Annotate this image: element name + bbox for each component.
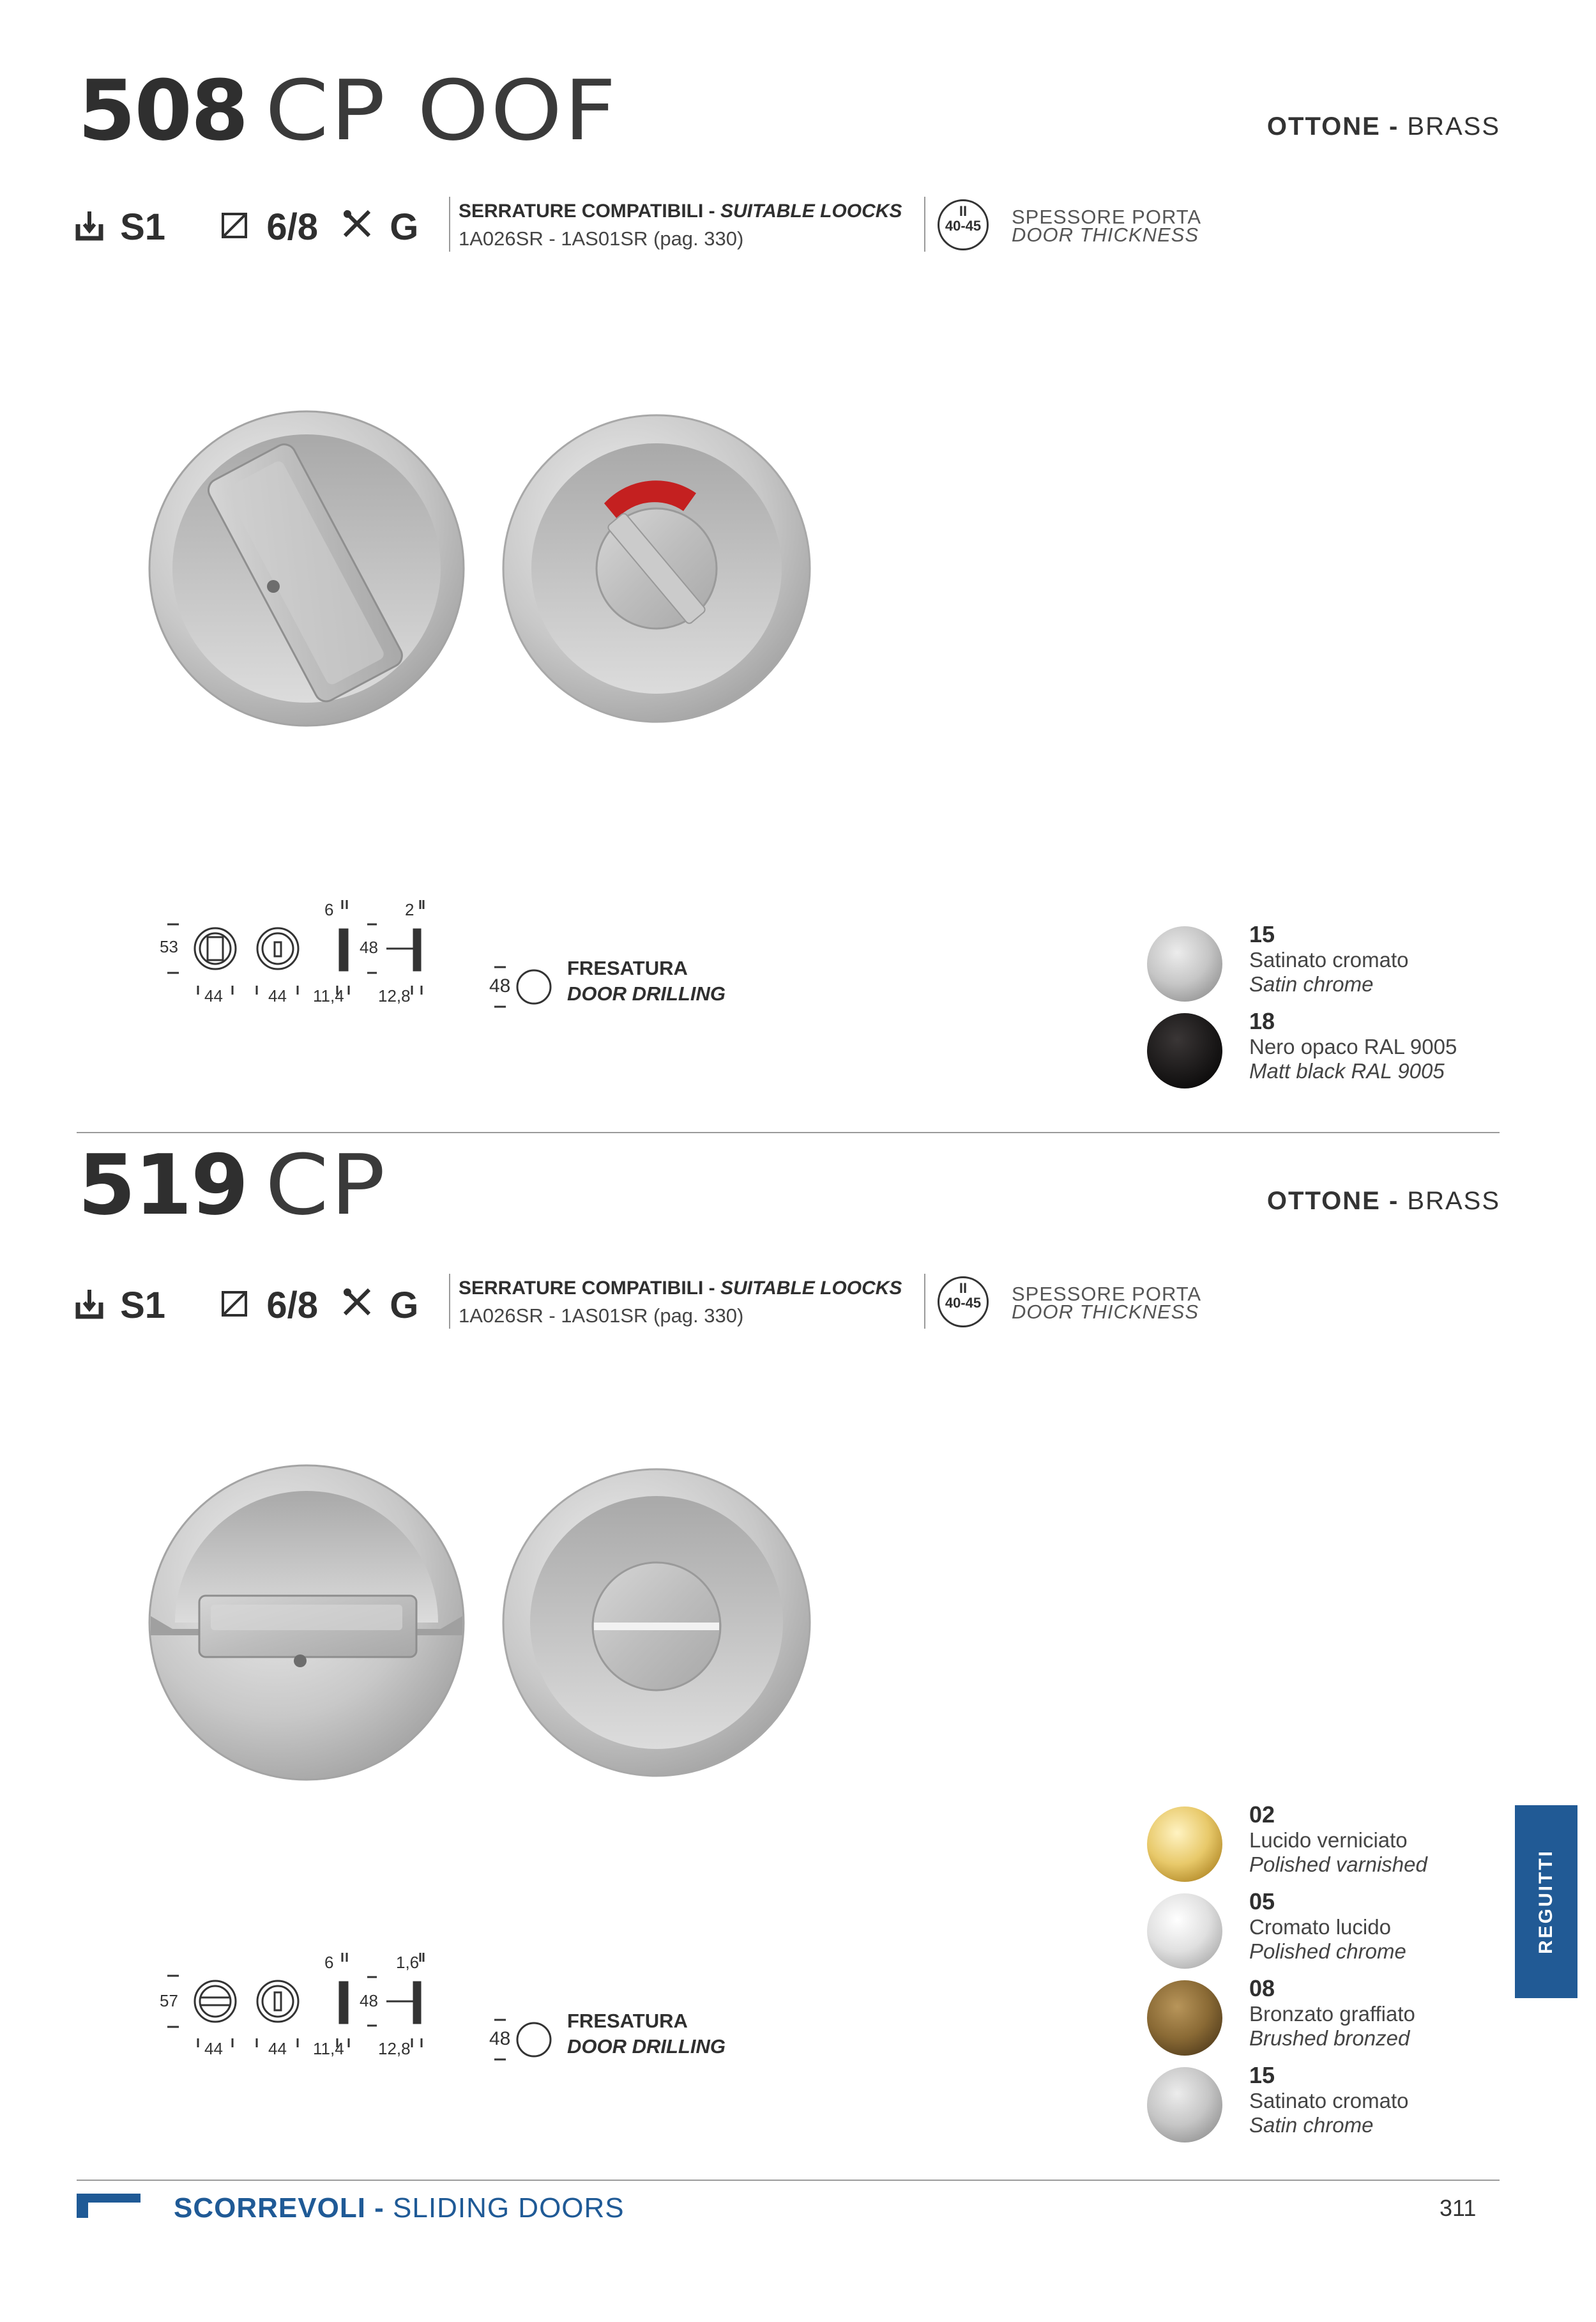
product-2-drilling-size: 48 [489, 2028, 511, 2049]
product-1-finish-2 [1146, 1012, 1224, 1093]
divider [924, 197, 925, 252]
badge-range: 40-45 [945, 218, 982, 234]
section-divider [77, 1132, 1500, 1133]
finish-name-en: Brushed bronzed [1249, 2026, 1410, 2050]
finish-swatch [1146, 925, 1224, 1003]
product-1-drilling-label [567, 956, 726, 1007]
brand-side-tab[interactable] [1515, 1805, 1577, 1998]
finish-name-it: Lucido verniciato [1249, 1828, 1408, 1852]
finish-name-en: Matt black RAL 9005 [1249, 1059, 1445, 1083]
product-2-finish-1 [1146, 1805, 1224, 1886]
finish-swatch [1146, 1979, 1224, 2057]
product-2-dim-top1: 6 [324, 1953, 334, 1972]
product-1-rose-handle [149, 411, 464, 726]
product-1-dim-w2: 44 [268, 986, 287, 1005]
product-2-model-suffix: CP [265, 1136, 387, 1234]
divider [449, 197, 450, 252]
product-1-material-en: BRASS [1407, 112, 1500, 141]
finish-name-it: Bronzato graffiato [1249, 2002, 1415, 2026]
product-1-thickness-it: SPESSORE PORTA [1012, 206, 1202, 228]
product-2-dim-w1: 44 [204, 2039, 223, 2058]
divider [449, 1274, 450, 1329]
product-2-locks-codes: 1A026SR - 1AS01SR (pag. 330) [459, 1304, 744, 1327]
product-1-locks-title-en: SUITABLE LOOCKS [720, 201, 902, 222]
product-2-spec-s: S1 [120, 1285, 166, 1326]
product-2-finish-4-text [1249, 2062, 1408, 2137]
finish-swatch [1146, 1892, 1224, 1970]
product-2-spec-row [75, 1284, 418, 1327]
product-1-dim-b1: 11,4 [313, 986, 344, 1005]
badge-top: II [959, 1280, 968, 1296]
product-1-model-number: 508 [78, 62, 248, 159]
product-2-rose-release [503, 1469, 810, 1776]
product-2-finish-2-text [1249, 1888, 1406, 1964]
finish-code: 05 [1249, 1888, 1275, 1914]
screwdriver-cross-icon [341, 1286, 373, 1318]
product-2-material-it: OTTONE - [1266, 1187, 1399, 1215]
product-1-dim-top1: 6 [324, 900, 334, 919]
product-1-locks-codes: 1A026SR - 1AS01SR (pag. 330) [459, 227, 744, 250]
handle-mount-icon [75, 210, 105, 242]
footer-section-it: SCORREVOLI - [174, 2192, 384, 2224]
product-1-finish-2-text [1249, 1008, 1457, 1083]
badge-range: 40-45 [945, 1295, 982, 1311]
door-thickness-badge [938, 199, 989, 250]
product-1-dim-height: 53 [160, 937, 178, 956]
product-2-spec-g: G [390, 1285, 419, 1326]
finish-name-en: Polished chrome [1249, 1939, 1406, 1963]
product-2-material-en: BRASS [1407, 1187, 1500, 1215]
finish-name-en: Satin chrome [1249, 972, 1374, 996]
product-2-finish-4 [1146, 2066, 1224, 2147]
product-1-dim-mid: 48 [360, 938, 378, 957]
finish-name-it: Satinato cromato [1249, 948, 1409, 972]
product-1-photo [147, 409, 811, 728]
product-1-finish-1 [1146, 925, 1224, 1006]
product-2-dim-mid: 48 [360, 1991, 378, 2010]
finish-name-it: Nero opaco RAL 9005 [1249, 1035, 1457, 1058]
product-1-drilling-size: 48 [489, 975, 511, 997]
product-1-drilling-it: FRESATURA [567, 957, 688, 979]
finish-code: 18 [1249, 1008, 1275, 1034]
product-2-thickness [1012, 1285, 1201, 1321]
product-1-spec-g: G [390, 206, 419, 248]
product-1-title [78, 62, 618, 159]
sliding-door-icon [77, 2194, 141, 2218]
product-1-spec-s: S1 [120, 206, 166, 248]
product-1-material-it: OTTONE - [1266, 112, 1399, 141]
product-1-dim-w1: 44 [204, 986, 223, 1005]
product-2-locks-title [459, 1278, 902, 1299]
product-1-spec-row [75, 206, 418, 248]
product-2-thickness-it: SPESSORE PORTA [1012, 1283, 1202, 1305]
product-2-dim-b1: 11,4 [313, 2039, 344, 2058]
finish-swatch [1146, 2066, 1224, 2144]
finish-name-it: Satinato cromato [1249, 2089, 1409, 2112]
finish-code: 02 [1249, 1801, 1275, 1828]
brand-side-tab-label: REGUITTI [1535, 1849, 1556, 1954]
page-number: 311 [1440, 2195, 1477, 2221]
product-1-thickness-en: DOOR THICKNESS [1012, 224, 1199, 246]
product-2-finish-3 [1146, 1979, 1224, 2060]
screwdriver-cross-icon [341, 208, 373, 240]
product-2-drilling-en: DOOR DRILLING [567, 2035, 726, 2058]
finish-swatch [1146, 1012, 1224, 1090]
footer-divider [77, 2180, 1500, 2181]
product-1-locks-title-it: SERRATURE COMPATIBILI - [459, 201, 715, 222]
square-spindle-icon [220, 211, 248, 240]
product-2-dim-height: 57 [160, 1991, 178, 2010]
product-2-locks-title-it: SERRATURE COMPATIBILI - [459, 1278, 715, 1299]
product-2-finish-3-text [1249, 1975, 1415, 2051]
finish-code: 15 [1249, 921, 1275, 947]
product-1-material [1267, 112, 1500, 141]
product-2-drilling-it: FRESATURA [567, 2010, 688, 2032]
product-2-dim-top2: 1,6 [396, 1953, 420, 1972]
product-2-photo [147, 1463, 811, 1782]
product-2-dim-w2: 44 [268, 2039, 287, 2058]
finish-code: 15 [1249, 2062, 1275, 2088]
product-2-dim-b2: 12,8 [378, 2039, 411, 2058]
product-1-locks-title [459, 201, 902, 222]
product-2-spec-square: 6/8 [266, 1285, 318, 1326]
product-2-material [1267, 1187, 1500, 1216]
product-2-locks-title-en: SUITABLE LOOCKS [720, 1278, 902, 1299]
finish-name-en: Satin chrome [1249, 2113, 1374, 2137]
product-1-rose-indicator [503, 415, 810, 722]
product-1-dim-b2: 12,8 [378, 986, 411, 1005]
product-2-rose-handle [149, 1465, 464, 1780]
finish-swatch [1146, 1805, 1224, 1883]
divider [924, 1274, 925, 1329]
door-thickness-badge [938, 1276, 989, 1327]
badge-top: II [959, 203, 968, 219]
square-spindle-icon [220, 1290, 248, 1318]
product-2-drilling-label [567, 2008, 726, 2059]
product-1-finish-1-text [1249, 921, 1408, 997]
product-2-thickness-en: DOOR THICKNESS [1012, 1301, 1199, 1323]
finish-name-en: Polished varnished [1249, 1852, 1427, 1876]
finish-name-it: Cromato lucido [1249, 1915, 1391, 1939]
product-2-title [78, 1136, 387, 1234]
finish-code: 08 [1249, 1975, 1275, 2001]
handle-mount-icon [75, 1288, 105, 1320]
product-1-drilling-en: DOOR DRILLING [567, 982, 726, 1005]
product-2-finish-1-text [1249, 1801, 1427, 1877]
product-1-spec-square: 6/8 [266, 206, 318, 248]
product-2-model-number: 519 [78, 1136, 248, 1234]
product-1-dim-top2: 2 [405, 900, 414, 919]
product-1-model-suffix: CP OOF [265, 62, 618, 159]
product-2-finish-2 [1146, 1892, 1224, 1973]
footer-section-en: SLIDING DOORS [393, 2192, 625, 2224]
product-1-thickness [1012, 208, 1201, 244]
footer-section [174, 2192, 625, 2224]
